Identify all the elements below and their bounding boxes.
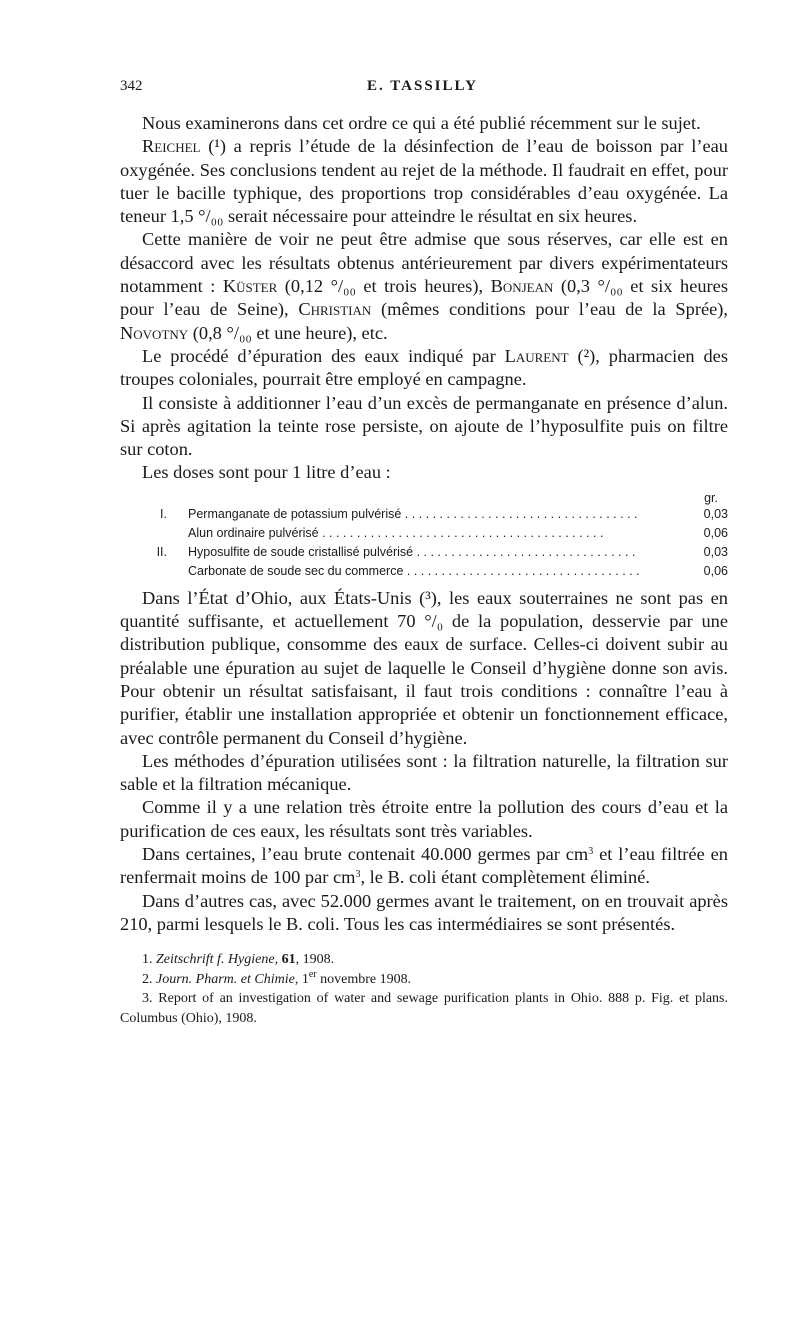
row-label: Permanganate de potassium pulvérisé . . . — [188, 505, 640, 524]
row-quantity: 0,03 — [703, 544, 728, 559]
paragraph-text: (0,12 °/₀₀ et trois heures), — [277, 276, 491, 297]
paragraph-3 — [120, 228, 728, 344]
paragraph-4 — [120, 345, 728, 392]
paragraph-11: Dans d’autres cas, avec 52.000 germes avant le traitement, on en trouvait après 210, parmi lesquels le B. coli. Tous les cas intermédiaires se sont présentés. — [120, 890, 728, 934]
footnote-3: 3. Report of an investigation of water and sewage purification plants in Ohio. 888 p. Fig. et plans. Columbus (Ohio), 1908. — [120, 991, 728, 1026]
paragraph-text: Cette manière de voir ne peut être admise que sous réserves, car elle est en désaccord avec les résultats obtenus antérieurement par divers expérimentateurs notamment : — [120, 229, 728, 297]
footnote-1 — [120, 950, 728, 970]
table-row — [120, 562, 728, 581]
paragraph-text: , les eaux souterraines ne sont pas en quantité suffisante, et actuellement 70 °/₀ de la population, desservie par une distribution publique, consomme des eaux de surface. Celles-ci doivent subir au préalable une épuration au sujet de laquelle le Conseil d’hygiène donne son avis. Pour obtenir un résultat satisfaisant, il faut trois conditions : connaître l’eau à purifier, établir une installation appropriée et obtenir un fonctionnement efficace, avec contrôle permanent du Conseil d’hygiène. — [120, 587, 728, 748]
row-label: Carbonate de soude sec du commerce . . . — [188, 562, 640, 581]
row-quantity: 0,03 — [703, 506, 728, 521]
page-number: 342 — [120, 78, 143, 94]
paragraph-9: Comme il y a une relation très étroite entre la pollution des cours d’eau et la purification de ces eaux, les résultats sont très variables. — [120, 797, 728, 841]
author-name: Küster — [222, 276, 278, 297]
paragraph-text: Dans l’État d’Ohio, aux États-Unis — [142, 587, 420, 608]
paragraph-6: Les doses sont pour 1 litre d’eau : — [142, 462, 391, 483]
table-row — [120, 543, 728, 562]
paragraph-text: (0,8 °/₀₀ et une heure), etc. — [188, 322, 388, 343]
journal-title: Zeitschrift f. Hygiene — [156, 952, 275, 968]
footnote-2 — [120, 970, 728, 990]
running-title: E. TASSILLY — [367, 78, 478, 94]
paragraph-10 — [120, 843, 728, 890]
paragraph-text: , le B. coli étant complètement éliminé. — [360, 867, 651, 888]
footnote-ref: (²) — [577, 345, 596, 366]
paragraph-5: Il consiste à additionner l’eau d’un excès de permanganate en présence d’alun. Si après agitation la teinte rose persiste, on ajoute de l’hyposulfite puis on filtre sur coton. — [120, 392, 728, 460]
table-row — [120, 524, 728, 543]
paragraph-text: et l’eau filtrée en renfermait moins de 100 par cm — [120, 844, 728, 888]
paragraph-text: , pharmacien des troupes coloniales, pourrait être employé en campagne. — [120, 345, 728, 390]
superscript: er — [308, 968, 317, 980]
row-quantity: 0,06 — [703, 525, 728, 540]
footnote-ref: (¹) — [208, 136, 226, 157]
body-text — [120, 112, 728, 1028]
paragraph-text: Dans certaines, l’eau brute contenait 40.000 germes par cm — [142, 844, 589, 865]
footnote-text: , — [274, 952, 282, 968]
author-name: Reichel — [142, 136, 201, 157]
footnote-number: 1. — [142, 952, 156, 968]
author-name: Novotny — [120, 322, 189, 343]
row-number: I. — [160, 506, 167, 521]
row-number: II. — [156, 544, 167, 559]
footnote-text: , 1 — [294, 971, 309, 987]
superscript: 3 — [588, 846, 594, 858]
paragraph-1: Nous examinerons dans cet ordre ce qui a été publié récemment sur le sujet. — [142, 113, 701, 133]
superscript: 3 — [355, 869, 361, 881]
doses-table — [120, 491, 728, 581]
volume-number: 61 — [281, 952, 296, 968]
running-header — [120, 78, 725, 100]
paragraph-text: a repris l’étude de la désinfection de l’eau de boisson par l’eau oxygénée. Ses conclusions tendent au rejet de la méthode. Il faudrait en effet, pour tuer le bacille typhique, des proportions trop considérables d’eau oxygénée. La teneur 1,5 °/₀₀ serait nécessaire pour atteindre le résultat en six heures. — [120, 136, 728, 227]
author-name: Laurent — [504, 345, 569, 366]
row-quantity: 0,06 — [703, 563, 728, 578]
paragraph-8: Les méthodes d’épuration utilisées sont : la filtration naturelle, la filtration sur sable et la filtration mécanique. — [120, 750, 728, 795]
footnotes — [120, 950, 728, 1028]
author-name: Christian — [298, 299, 372, 320]
footnote-text: novembre 1908. — [316, 971, 412, 987]
unit-label: gr. — [704, 490, 718, 505]
journal-title: Journ. Pharm. et Chimie — [156, 971, 295, 987]
paragraph-2 — [120, 135, 728, 228]
author-name: Bonjean — [490, 276, 554, 297]
footnote-text: , 1908. — [295, 952, 335, 968]
footnote-ref: (³) — [419, 587, 437, 608]
paragraph-text: Le procédé d’épuration des eaux indiqué par — [142, 345, 505, 366]
row-label: Alun ordinaire pulvérisé . . . — [188, 524, 640, 543]
paragraph-7 — [120, 587, 728, 750]
row-label: Hyposulfite de soude cristallisé pulvérisé . . . — [188, 543, 640, 562]
footnote-number: 2. — [142, 971, 156, 987]
paragraph-text: (0,3 °/₀₀ et six heures pour l’eau de Seine), — [120, 276, 728, 320]
paragraph-text: (mêmes conditions pour l’eau de la Sprée), — [371, 299, 728, 320]
table-row — [120, 505, 728, 524]
